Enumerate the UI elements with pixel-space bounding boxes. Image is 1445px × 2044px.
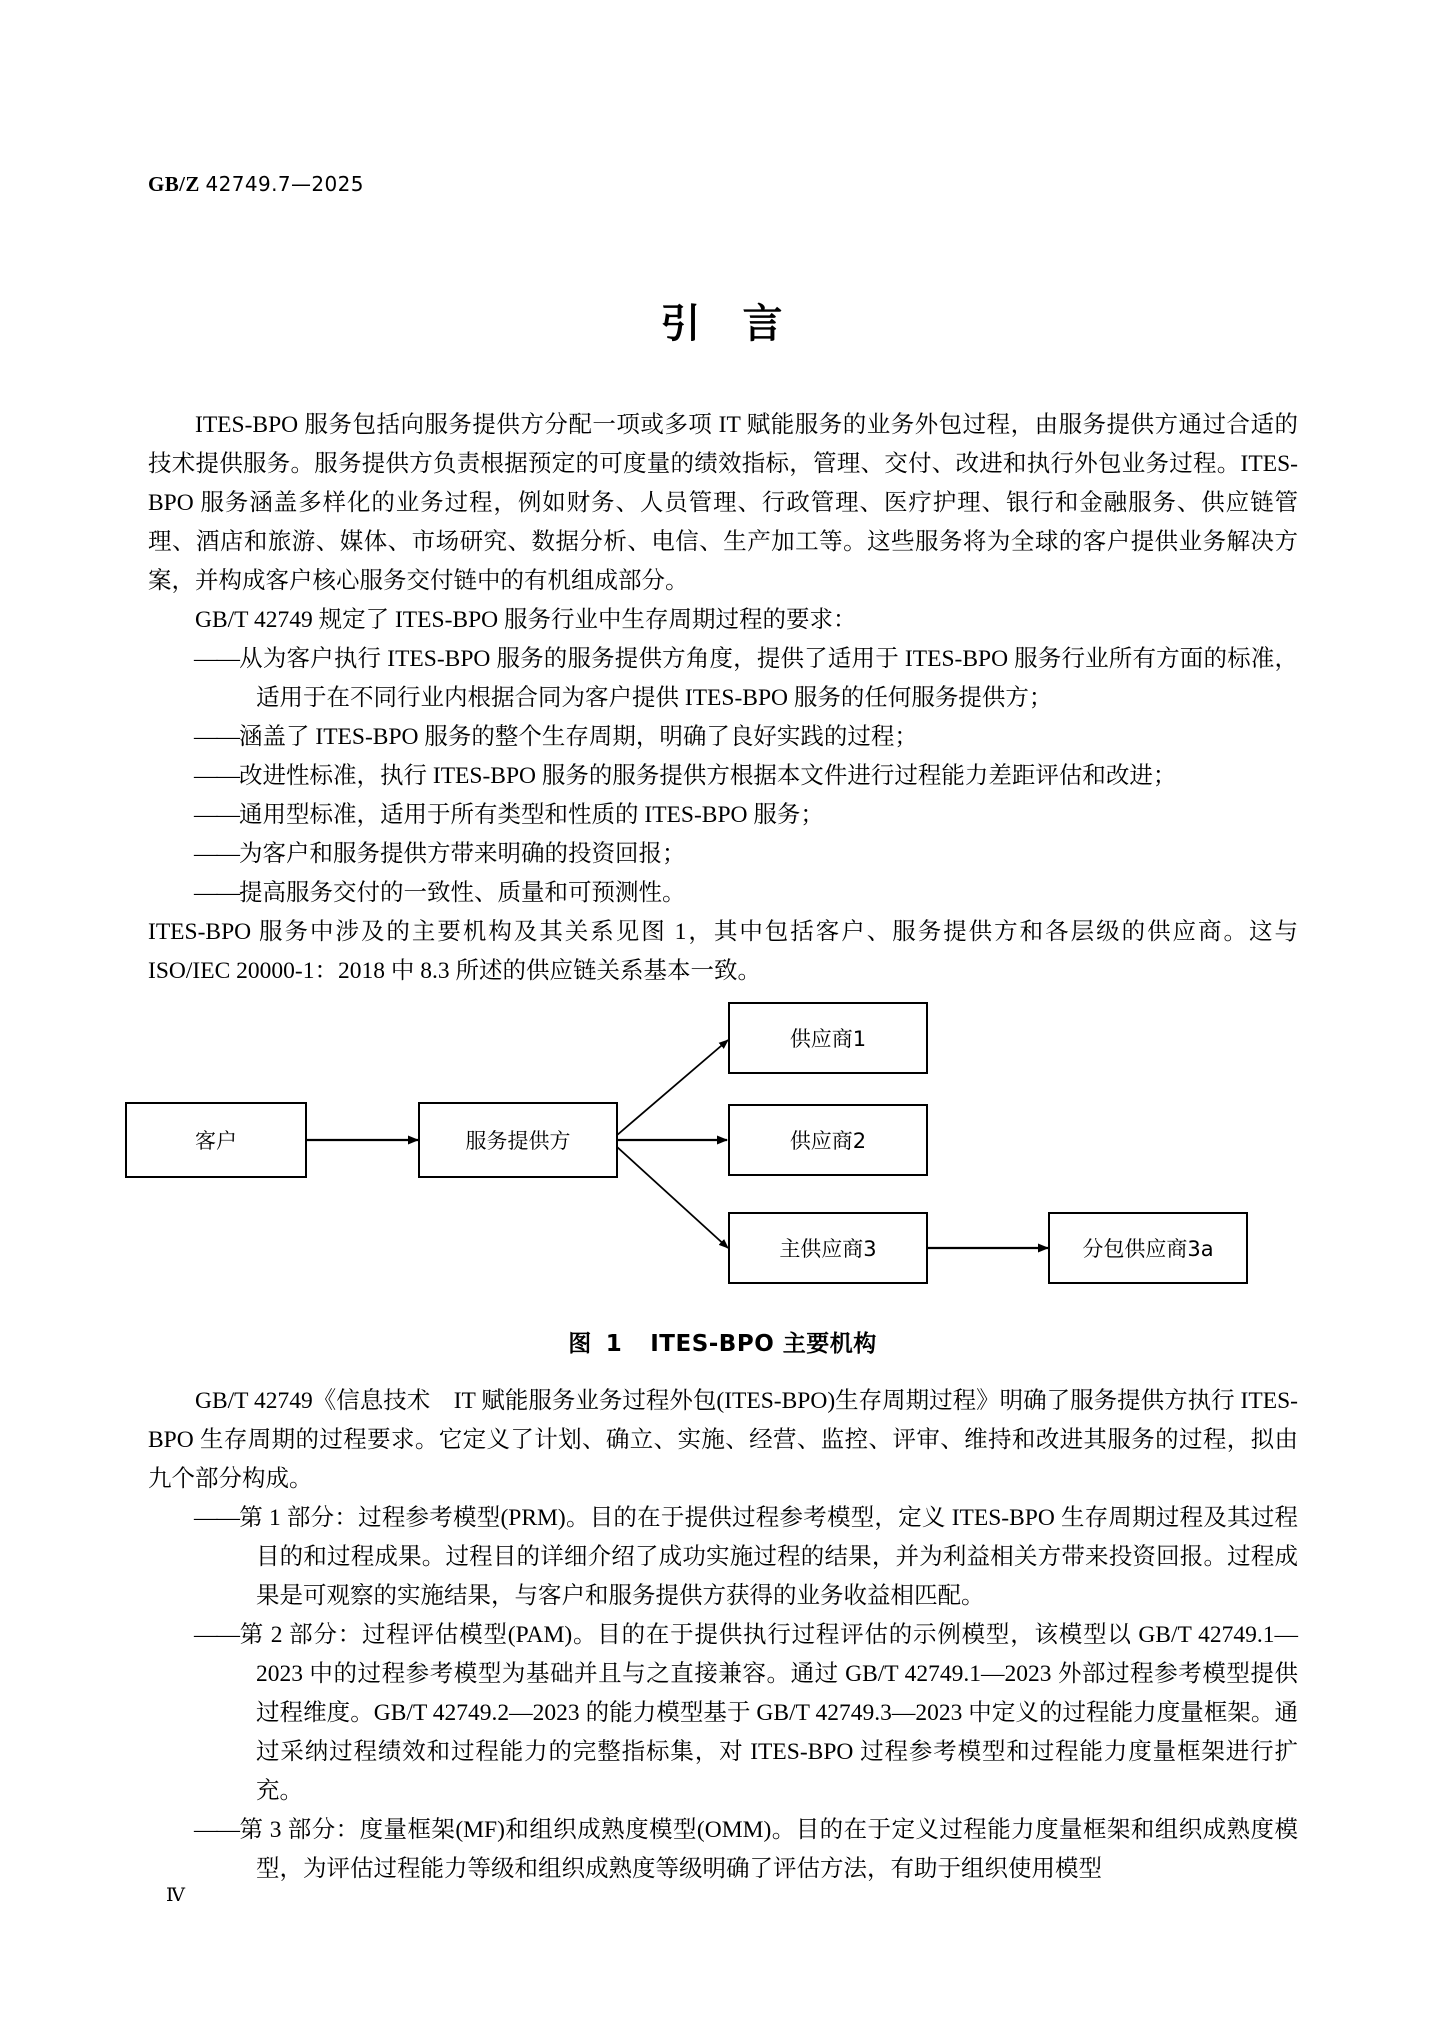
- node-customer: [125, 1102, 307, 1178]
- page-number: Ⅳ: [166, 1884, 185, 1906]
- list-item: [194, 874, 1298, 913]
- node-main-supplier-3-label: 主供应商3: [779, 1237, 877, 1261]
- list-item-text: 第 2 部分：过程评估模型(PAM)。目的在于提供执行过程评估的示例模型，该模型以 GB/T 42749.1—2023 中的过程参考模型为基础并且与之直接兼容。通过 GB/T 42749.1—2023 外部过程参考模型提供过程维度。GB/T 42749.2—2023 的能力模型基于 GB/T 42749.3—2023 中定义的过程能力度量框架。通过采纳过程绩效和过程能力的完整指标集，对 ITES-BPO 过程参考模型和过程能力度量框架进行扩充。: [239, 1622, 1298, 1804]
- list-item: [194, 1499, 1298, 1616]
- node-main-supplier-3: [728, 1212, 928, 1284]
- em-dash: ——: [194, 1505, 239, 1531]
- node-supplier-2-label: 供应商2: [789, 1129, 867, 1153]
- node-supplier-1-label: 供应商1: [789, 1027, 867, 1051]
- node-service-provider-label: 服务提供方: [465, 1129, 571, 1153]
- figure-caption-text: ITES-BPO 主要机构: [650, 1331, 877, 1357]
- title-char-1: 引: [660, 301, 703, 347]
- list-item: [194, 1811, 1298, 1889]
- intro-paragraph-1: ITES-BPO 服务包括向服务提供方分配一项或多项 IT 赋能服务的业务外包过程，由服务提供方通过合适的技术提供服务。服务提供方负责根据预定的可度量的绩效指标，管理、交付、改进和执行外包业务过程。ITES-BPO 服务涵盖多样化的业务过程，例如财务、人员管理、行政管理、医疗护理、银行和金融服务、供应链管理、酒店和旅游、媒体、市场研究、数据分析、电信、生产加工等。这些服务将为全球的客户提供业务解决方案，并构成客户核心服务交付链中的有机组成部分。: [148, 412, 1298, 594]
- figure-caption-label: 图: [568, 1331, 592, 1357]
- list-item: [194, 796, 1298, 835]
- em-dash: ——: [194, 763, 239, 789]
- standard-number: 42749.7—2025: [205, 172, 364, 196]
- figure-caption: [0, 1325, 1445, 1358]
- standard-prefix: GB/Z: [148, 172, 200, 196]
- figure-caption-number: 1: [605, 1331, 623, 1357]
- list-item-text: 第 3 部分：度量框架(MF)和组织成熟度模型(OMM)。目的在于定义过程能力度量框架和组织成熟度模型，为评估过程能力等级和组织成熟度等级明确了评估方法，有助于组织使用模型: [239, 1817, 1298, 1882]
- parts-list: [148, 1499, 1298, 1889]
- node-service-provider: [418, 1102, 618, 1178]
- list-item-text: 通用型标准，适用于所有类型和性质的 ITES-BPO 服务；: [239, 802, 824, 828]
- list-item: [194, 835, 1298, 874]
- em-dash: ——: [194, 1817, 239, 1843]
- list-item: [194, 718, 1298, 757]
- em-dash: ——: [194, 880, 239, 906]
- em-dash: ——: [194, 646, 239, 672]
- running-header: [148, 172, 364, 197]
- node-sub-supplier-3a: [1048, 1212, 1248, 1284]
- node-sub-supplier-3a-label: 分包供应商3a: [1082, 1237, 1214, 1261]
- parts-paragraph: GB/T 42749《信息技术 IT 赋能服务业务过程外包(ITES-BPO)生存周期过程》明确了服务提供方执行 ITES-BPO 生存周期的过程要求。它定义了计划、确立、实施、经营、监控、评审、维持和改进其服务的过程，拟由九个部分构成。: [148, 1388, 1298, 1492]
- node-supplier-1: [728, 1002, 928, 1074]
- parts-text-block: [148, 1382, 1298, 1889]
- intro-paragraph-2: GB/T 42749 规定了 ITES-BPO 服务行业中生存周期过程的要求：: [195, 607, 857, 633]
- em-dash: ——: [194, 1622, 239, 1648]
- intro-paragraph-3: ITES-BPO 服务中涉及的主要机构及其关系见图 1，其中包括客户、服务提供方和各层级的供应商。这与 ISO/IEC 20000-1：2018 中 8.3 所述的供应链关系基本一致。: [148, 919, 1298, 984]
- list-item-text: 从为客户执行 ITES-BPO 服务的服务提供方角度，提供了适用于 ITES-BPO 服务行业所有方面的标准，适用于在不同行业内根据合同为客户提供 ITES-BPO 服务的任何服务提供方；: [239, 646, 1298, 711]
- intro-text-block: [148, 406, 1298, 991]
- em-dash: ——: [194, 724, 239, 750]
- list-item: [194, 640, 1298, 718]
- list-item-text: 提高服务交付的一致性、质量和可预测性。: [239, 880, 686, 906]
- list-item: [194, 757, 1298, 796]
- list-item-text: 改进性标准，执行 ITES-BPO 服务的服务提供方根据本文件进行过程能力差距评估和改进；: [239, 763, 1177, 789]
- figure-1: [0, 1000, 1445, 1400]
- list-item: [194, 1616, 1298, 1811]
- list-item-text: 为客户和服务提供方带来明确的投资回报；: [239, 841, 686, 867]
- em-dash: ——: [194, 802, 239, 828]
- title-char-2: 言: [742, 301, 785, 347]
- em-dash: ——: [194, 841, 239, 867]
- list-item-text: 第 1 部分：过程参考模型(PRM)。目的在于提供过程参考模型，定义 ITES-BPO 生存周期过程及其过程目的和过程成果。过程目的详细介绍了成功实施过程的结果，并为利益相关方带来投资回报。过程成果是可观察的实施结果，与客户和服务提供方获得的业务收益相匹配。: [239, 1505, 1298, 1609]
- requirements-list: [148, 640, 1298, 913]
- list-item-text: 涵盖了 ITES-BPO 服务的整个生存周期，明确了良好实践的过程；: [239, 724, 918, 750]
- diagram-canvas: [120, 1000, 1320, 1310]
- node-customer-label: 客户: [195, 1129, 237, 1153]
- page-title: [0, 292, 1445, 349]
- node-supplier-2: [728, 1104, 928, 1176]
